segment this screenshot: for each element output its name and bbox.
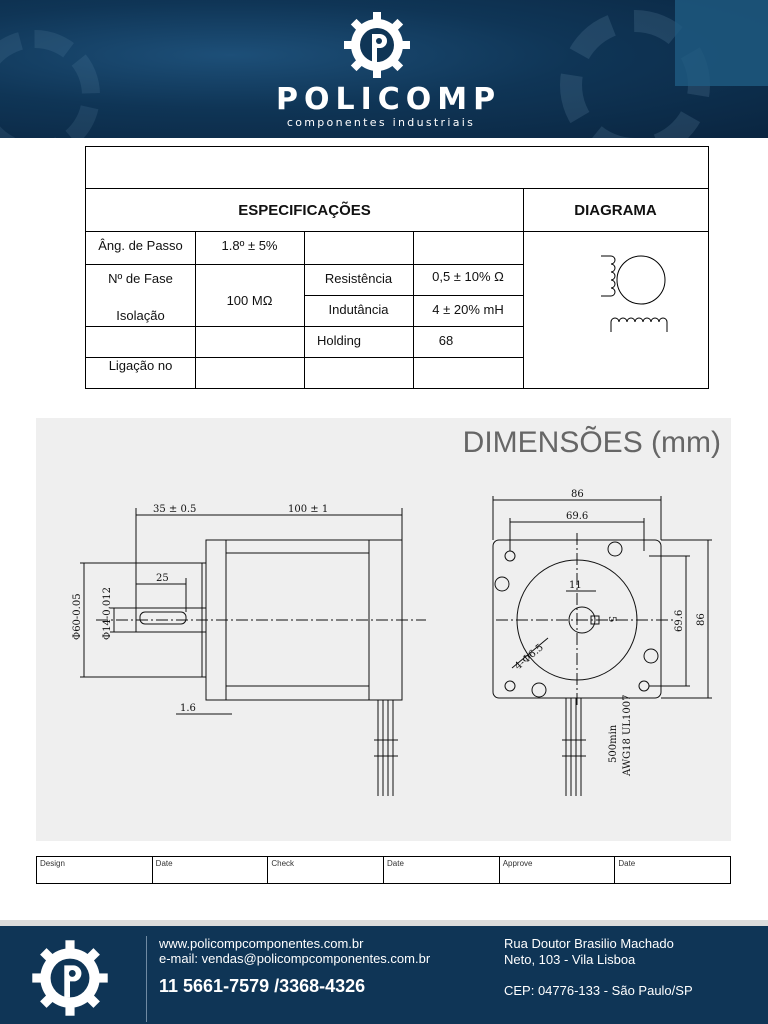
row-holding-value: 68 [438, 333, 454, 348]
footer-email-link[interactable]: e-mail: vendas@policompcomponentes.com.br [159, 951, 431, 966]
header-accent-panel [675, 0, 768, 86]
row-insulation-value: 100 MΩ [226, 293, 273, 308]
footer-phone: 11 5661-7579 /3368-4326 [159, 976, 366, 996]
dim-key-width: 11 [569, 580, 582, 591]
dim-shaft-length: 35 ± 0.5 [153, 504, 197, 515]
signoff-approve: Approve [500, 857, 616, 883]
row-resistance-value: 0,5 ± 10% Ω [432, 269, 504, 284]
dim-key-length: 25 [156, 573, 169, 584]
motor-wiring-diagram [586, 242, 691, 337]
dim-flange-dia: Φ60-0.05 [72, 593, 83, 640]
dim-height-spacing: 69.6 [674, 609, 685, 632]
signoff-strip [36, 856, 731, 884]
brand-name: POLICOMP [276, 82, 502, 117]
row-step-angle-label: Âng. de Passo [98, 238, 183, 253]
row-resistance-label: Resistência [324, 271, 393, 286]
row-inductance-value: 4 ± 20% mH [432, 302, 504, 317]
dim-width-total: 86 [571, 489, 584, 500]
signoff-check: Check [268, 857, 384, 883]
footer-website-link[interactable]: www.policompcomponentes.com.br [159, 936, 364, 951]
dim-key-depth: 5 [606, 616, 617, 623]
motor-dimension-drawing [36, 418, 731, 841]
footer-cep: CEP: 04776-133 - São Paulo/SP [504, 983, 693, 998]
footer-gear-logo-icon [30, 938, 110, 1018]
row-insulation-label: Isolação [116, 308, 165, 323]
footer-address-line1: Rua Doutor Brasilio Machado [504, 936, 674, 951]
row-holding-label: Holding [316, 333, 362, 348]
dim-body-length: 100 ± 1 [288, 504, 329, 515]
specification-table [85, 146, 709, 389]
dimensions-title: DIMENSÕES (mm) [462, 426, 721, 459]
brand-tagline: componentes industriais [286, 116, 476, 129]
dim-cable-length: 500min [608, 724, 619, 763]
footer-divider [146, 936, 147, 1022]
diagram-header: DIAGRAMA [574, 202, 657, 219]
dim-flange-thickness: 1.6 [180, 703, 196, 714]
signoff-design: Design [37, 857, 153, 883]
signoff-date-1: Date [153, 857, 269, 883]
footer-address-line2: Neto, 103 - Vila Lisboa [504, 952, 636, 967]
dim-cable-spec: AWG18 UL1007 [622, 694, 633, 776]
row-step-angle-value: 1.8º ± 5% [221, 238, 278, 253]
row-inductance-label: Indutância [328, 302, 389, 317]
row-connection-label: Ligação no [108, 358, 173, 373]
page-header [0, 0, 768, 138]
signoff-date-2: Date [384, 857, 500, 883]
signoff-date-3: Date [618, 859, 636, 868]
dim-shaft-dia: Φ14-0.012 [102, 587, 113, 640]
specs-header: ESPECIFICAÇÕES [238, 202, 371, 219]
dim-hole-spacing: 69.6 [566, 511, 589, 522]
policomp-gear-logo-icon [342, 10, 412, 80]
dimensions-panel [36, 418, 731, 841]
row-phase-label: Nº de Fase [108, 271, 173, 286]
page-footer [0, 926, 768, 1024]
dim-hole-spec: 4-Φ6.5 [512, 642, 546, 673]
background-gear-graphic-left [0, 30, 100, 138]
dim-height-total: 86 [696, 613, 707, 626]
